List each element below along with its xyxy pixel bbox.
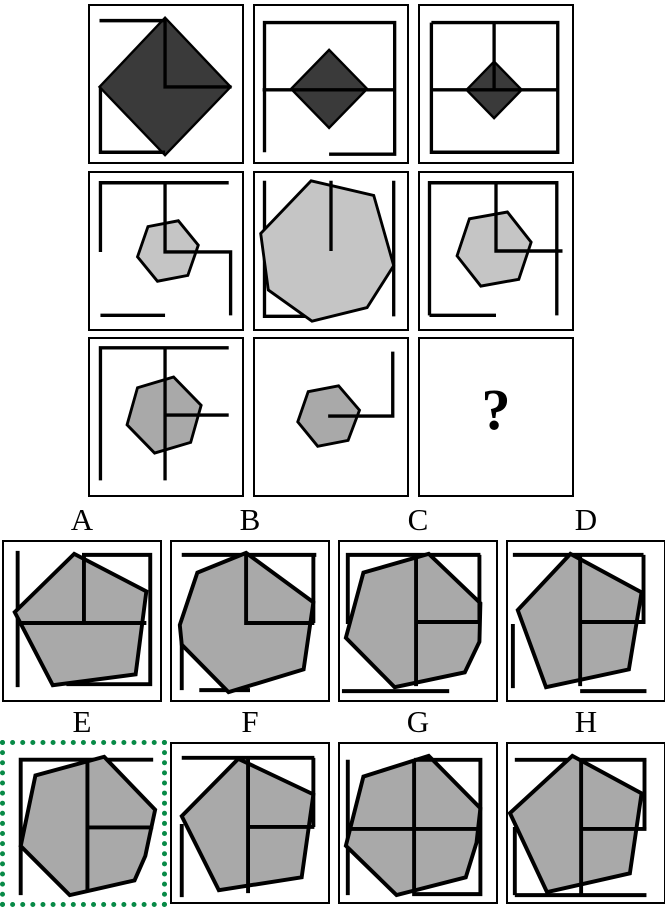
option-label-e: E [72,704,92,739]
question-mark: ? [481,377,511,442]
matrix-row-3 [88,337,574,497]
option-label-h: H [574,704,598,739]
option-label-g: G [406,704,430,739]
option-e-cell-selected[interactable] [0,740,167,907]
matrix-row-1 [88,4,574,164]
option-label-d: D [574,502,598,537]
option-c-cell[interactable] [338,540,498,702]
matrix-cell-r3c1 [88,337,244,497]
matrix-cell-r1c1 [88,4,244,164]
matrix-cell-r3c2 [253,337,409,497]
option-h-cell[interactable] [506,742,665,904]
option-a-cell[interactable] [2,540,162,702]
matrix-cell-r1c2 [253,4,409,164]
option-d-cell[interactable] [506,540,665,702]
option-label-c: C [407,502,429,537]
matrix-cell-question [418,337,574,497]
option-label-f: F [241,704,259,739]
option-f-cell[interactable] [170,742,330,904]
matrix-cell-r2c3 [418,171,574,331]
matrix-cell-r2c2 [253,171,409,331]
option-g-cell[interactable] [338,742,498,904]
matrix-cell-r2c1 [88,171,244,331]
matrix-row-2 [88,171,574,331]
matrix-cell-r1c3 [418,4,574,164]
option-label-a: A [70,502,94,537]
option-b-cell[interactable] [170,540,330,702]
option-label-b: B [239,502,261,537]
